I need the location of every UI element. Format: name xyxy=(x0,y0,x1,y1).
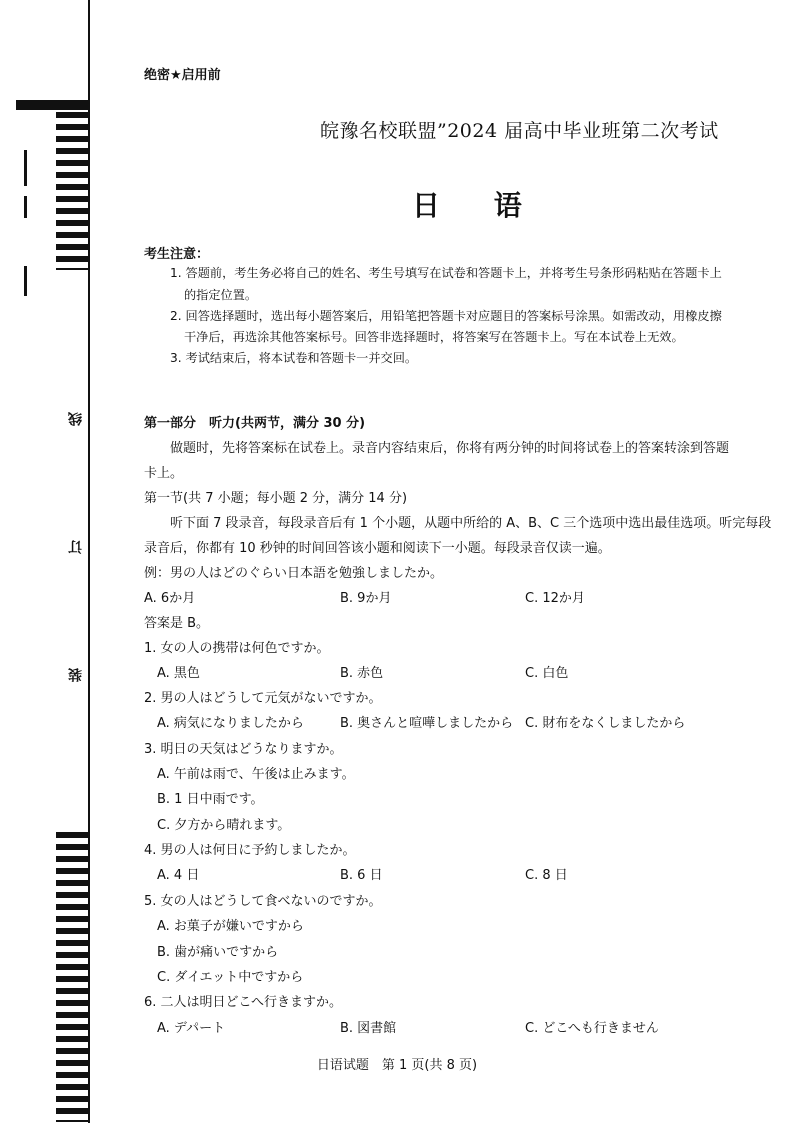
hatch-bar xyxy=(56,1084,90,1090)
hatch-bar xyxy=(56,208,90,214)
q6-option-b: B. 図書館 xyxy=(340,1021,397,1036)
hatch-bar xyxy=(56,112,90,118)
hatch-bar xyxy=(56,988,90,994)
question-3: 3. 明日の天気はどうなりますか。 xyxy=(144,742,343,757)
hatch-bar xyxy=(56,1096,90,1102)
hatch-bar xyxy=(56,1012,90,1018)
hatch-bar xyxy=(56,148,90,154)
question-6: 6. 二人は明日どこへ行きますか。 xyxy=(144,995,343,1010)
section1-heading: 第一节(共 7 小题；每小题 2 分，满分 14 分) xyxy=(144,491,408,506)
hatch-bar xyxy=(56,256,90,262)
notice-item-2-cont: 干净后，再选涂其他答案标号。回答非选择题时，将答案写在答题卡上。写在本试卷上无效。 xyxy=(184,330,684,344)
question-2: 2. 男の人はどうして元気がないですか。 xyxy=(144,691,382,706)
q4-option-b: B. 6 日 xyxy=(340,868,383,883)
hatch-bar xyxy=(56,928,90,934)
margin-label-bind: 订 xyxy=(68,540,84,554)
q5-option-c: C. ダイエット中ですから xyxy=(157,970,304,985)
hatch-bar xyxy=(56,220,90,226)
question-4: 4. 男の人は何日に予約しましたか。 xyxy=(144,843,356,858)
q2-option-b: B. 奥さんと喧嘩しましたから xyxy=(340,716,514,731)
notice-item-3: 3. 考试结束后，将本试卷和答题卡一并交回。 xyxy=(170,351,418,365)
q3-option-c: C. 夕方から晴れます。 xyxy=(157,818,291,833)
hatch-bar xyxy=(56,976,90,982)
hatch-bar xyxy=(56,124,90,130)
hatch-bar xyxy=(56,892,90,898)
binding-hatch-top xyxy=(56,112,90,270)
hatch-bar xyxy=(56,232,90,238)
hatch-bar xyxy=(56,268,90,270)
exam-title: 皖豫名校联盟”2024 届高中毕业班第二次考试 xyxy=(320,120,719,142)
q2-option-c: C. 財布をなくしましたから xyxy=(525,716,686,731)
hatch-bar xyxy=(56,1036,90,1042)
notice-heading: 考生注意： xyxy=(144,247,210,262)
hatch-bar xyxy=(56,964,90,970)
subject-title: 日 语 xyxy=(412,189,544,222)
question-1: 1. 女の人の携帯は何色ですか。 xyxy=(144,641,330,656)
notice-item-1-cont: 的指定位置。 xyxy=(184,288,258,302)
hatch-bar xyxy=(56,844,90,850)
hatch-bar xyxy=(56,880,90,886)
hatch-bar xyxy=(56,916,90,922)
binding-margin-cap xyxy=(16,100,90,110)
margin-label-line: 线 xyxy=(68,412,84,426)
q1-option-b: B. 赤色 xyxy=(340,666,384,681)
section1-instr-1: 听下面 7 段录音，每段录音后有 1 个小题，从题中所给的 A、B、C 三个选项中选出最佳选项。听完每段 xyxy=(170,516,772,531)
notice-item-2: 2. 回答选择题时，选出每小题答案后，用铅笔把答题卡对应题目的答案标号涂黑。如需改动，用橡皮擦 xyxy=(170,309,722,323)
margin-label-install: 装 xyxy=(68,668,84,682)
page-footer: 日语试题 第 1 页(共 8 页) xyxy=(316,1058,478,1073)
hatch-bar xyxy=(56,952,90,958)
part1-intro-2: 卡上。 xyxy=(144,466,184,481)
section1-instr-2: 录音后，你都有 10 秒钟的时间回答该小题和阅读下一小题。每段录音仅读一遍。 xyxy=(144,541,611,556)
hatch-bar xyxy=(56,904,90,910)
example-question: 例：男の人はどのぐらい日本語を勉強しましたか。 xyxy=(144,566,444,581)
secret-mark: 绝密★启用前 xyxy=(144,68,221,83)
hatch-bar xyxy=(56,1000,90,1006)
part1-intro-1: 做题时，先将答案标在试卷上。录音内容结束后，你将有两分钟的时间将试卷上的答案转涂到答题 xyxy=(170,441,730,456)
q1-option-a: A. 黒色 xyxy=(157,666,200,681)
example-option-a: A. 6か月 xyxy=(144,591,196,606)
q1-option-c: C. 白色 xyxy=(525,666,569,681)
binding-hatch-bottom xyxy=(56,832,90,1122)
q3-option-a: A. 午前は雨で、午後は止みます。 xyxy=(157,767,355,782)
hatch-bar xyxy=(56,1120,90,1122)
name-line-3 xyxy=(24,266,27,296)
hatch-bar xyxy=(56,832,90,838)
hatch-bar xyxy=(56,184,90,190)
q4-option-c: C. 8 日 xyxy=(525,868,568,883)
part1-heading: 第一部分 听力(共两节，满分 30 分) xyxy=(144,416,366,431)
hatch-bar xyxy=(56,856,90,862)
example-option-c: C. 12か月 xyxy=(525,591,585,606)
notice-item-1: 1. 答题前，考生务必将自己的姓名、考生号填写在试卷和答题卡上，并将考生号条形码粘贴在答题卡上 xyxy=(170,266,722,280)
hatch-bar xyxy=(56,1024,90,1030)
name-line-2 xyxy=(24,196,27,218)
q4-option-a: A. 4 日 xyxy=(157,868,200,883)
hatch-bar xyxy=(56,1108,90,1114)
hatch-bar xyxy=(56,172,90,178)
example-answer: 答案是 B。 xyxy=(144,616,210,631)
hatch-bar xyxy=(56,160,90,166)
q6-option-a: A. デパート xyxy=(157,1021,226,1036)
question-5: 5. 女の人はどうして食べないのですか。 xyxy=(144,894,382,909)
hatch-bar xyxy=(56,136,90,142)
q5-option-b: B. 歯が痛いですから xyxy=(157,945,279,960)
hatch-bar xyxy=(56,940,90,946)
hatch-bar xyxy=(56,868,90,874)
name-line-1 xyxy=(24,150,27,186)
q5-option-a: A. お菓子が嫌いですから xyxy=(157,919,304,934)
hatch-bar xyxy=(56,196,90,202)
q6-option-c: C. どこへも行きません xyxy=(525,1021,659,1036)
q3-option-b: B. 1 日中雨です。 xyxy=(157,792,264,807)
q2-option-a: A. 病気になりましたから xyxy=(157,716,304,731)
hatch-bar xyxy=(56,244,90,250)
example-option-b: B. 9か月 xyxy=(340,591,392,606)
